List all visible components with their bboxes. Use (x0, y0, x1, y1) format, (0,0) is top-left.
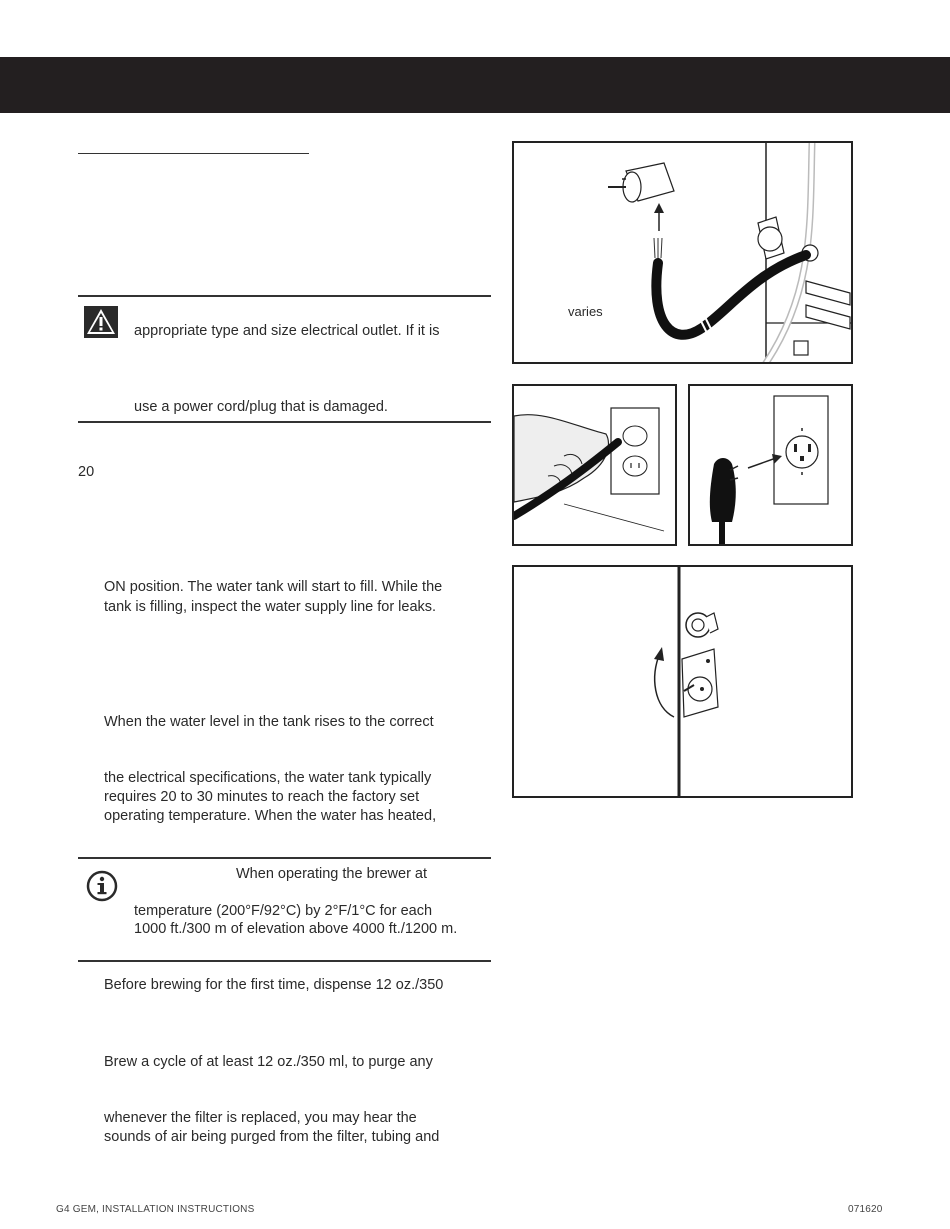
figure-plug-outlet (688, 384, 853, 546)
warning-line-2: use a power cord/plug that is damaged. (134, 399, 388, 415)
warning-bottom-rule (78, 421, 491, 423)
figure-plug-outlet-hand (512, 384, 677, 546)
paragraph-heat-line-2: requires 20 to 30 minutes to reach the factory set (104, 789, 420, 805)
info-icon (86, 870, 118, 907)
paragraph-dispense: Before brewing for the first time, dispense 12 oz./350 (104, 977, 444, 993)
figure-power-cord (512, 141, 853, 364)
info-line-3: 1000 ft./300 m of elevation above 4000 ft./1200 m. (134, 921, 458, 937)
paragraph-brew: Brew a cycle of at least 12 oz./350 ml, to purge any (104, 1054, 433, 1070)
warning-triangle-icon (84, 306, 118, 343)
figure-power-switch (512, 565, 853, 798)
info-bottom-rule (78, 960, 491, 962)
paragraph-fill-line-2: tank is filling, inspect the water supply line for leaks. (104, 599, 437, 615)
footer-doc-code: 071620 (848, 1204, 883, 1215)
paragraph-filter-line-2: sounds of air being purged from the filter, tubing and (104, 1129, 440, 1145)
footer-doc-title: G4 GEM, INSTALLATION INSTRUCTIONS (56, 1204, 255, 1215)
paragraph-fill-line-1: ON position. The water tank will start to fill. While the (104, 579, 443, 595)
paragraph-heat-line-1: the electrical specifications, the water tank typically (104, 770, 432, 786)
step-number: 20 (78, 464, 95, 480)
paragraph-level: When the water level in the tank rises to the correct (104, 714, 434, 730)
info-line-1: When operating the brewer at (236, 866, 428, 882)
section-title-underline (78, 153, 309, 154)
info-line-2: temperature (200°F/92°C) by 2°F/1°C for each (134, 903, 433, 919)
info-top-rule (78, 857, 491, 859)
warning-top-rule (78, 295, 491, 297)
paragraph-filter-line-1: whenever the filter is replaced, you may hear the (104, 1110, 417, 1126)
header-bar (0, 57, 950, 113)
paragraph-heat-line-3: operating temperature. When the water has heated, (104, 808, 437, 824)
warning-line-1: appropriate type and size electrical outlet. If it is (134, 323, 440, 339)
cord-length-label: varies (568, 304, 603, 319)
